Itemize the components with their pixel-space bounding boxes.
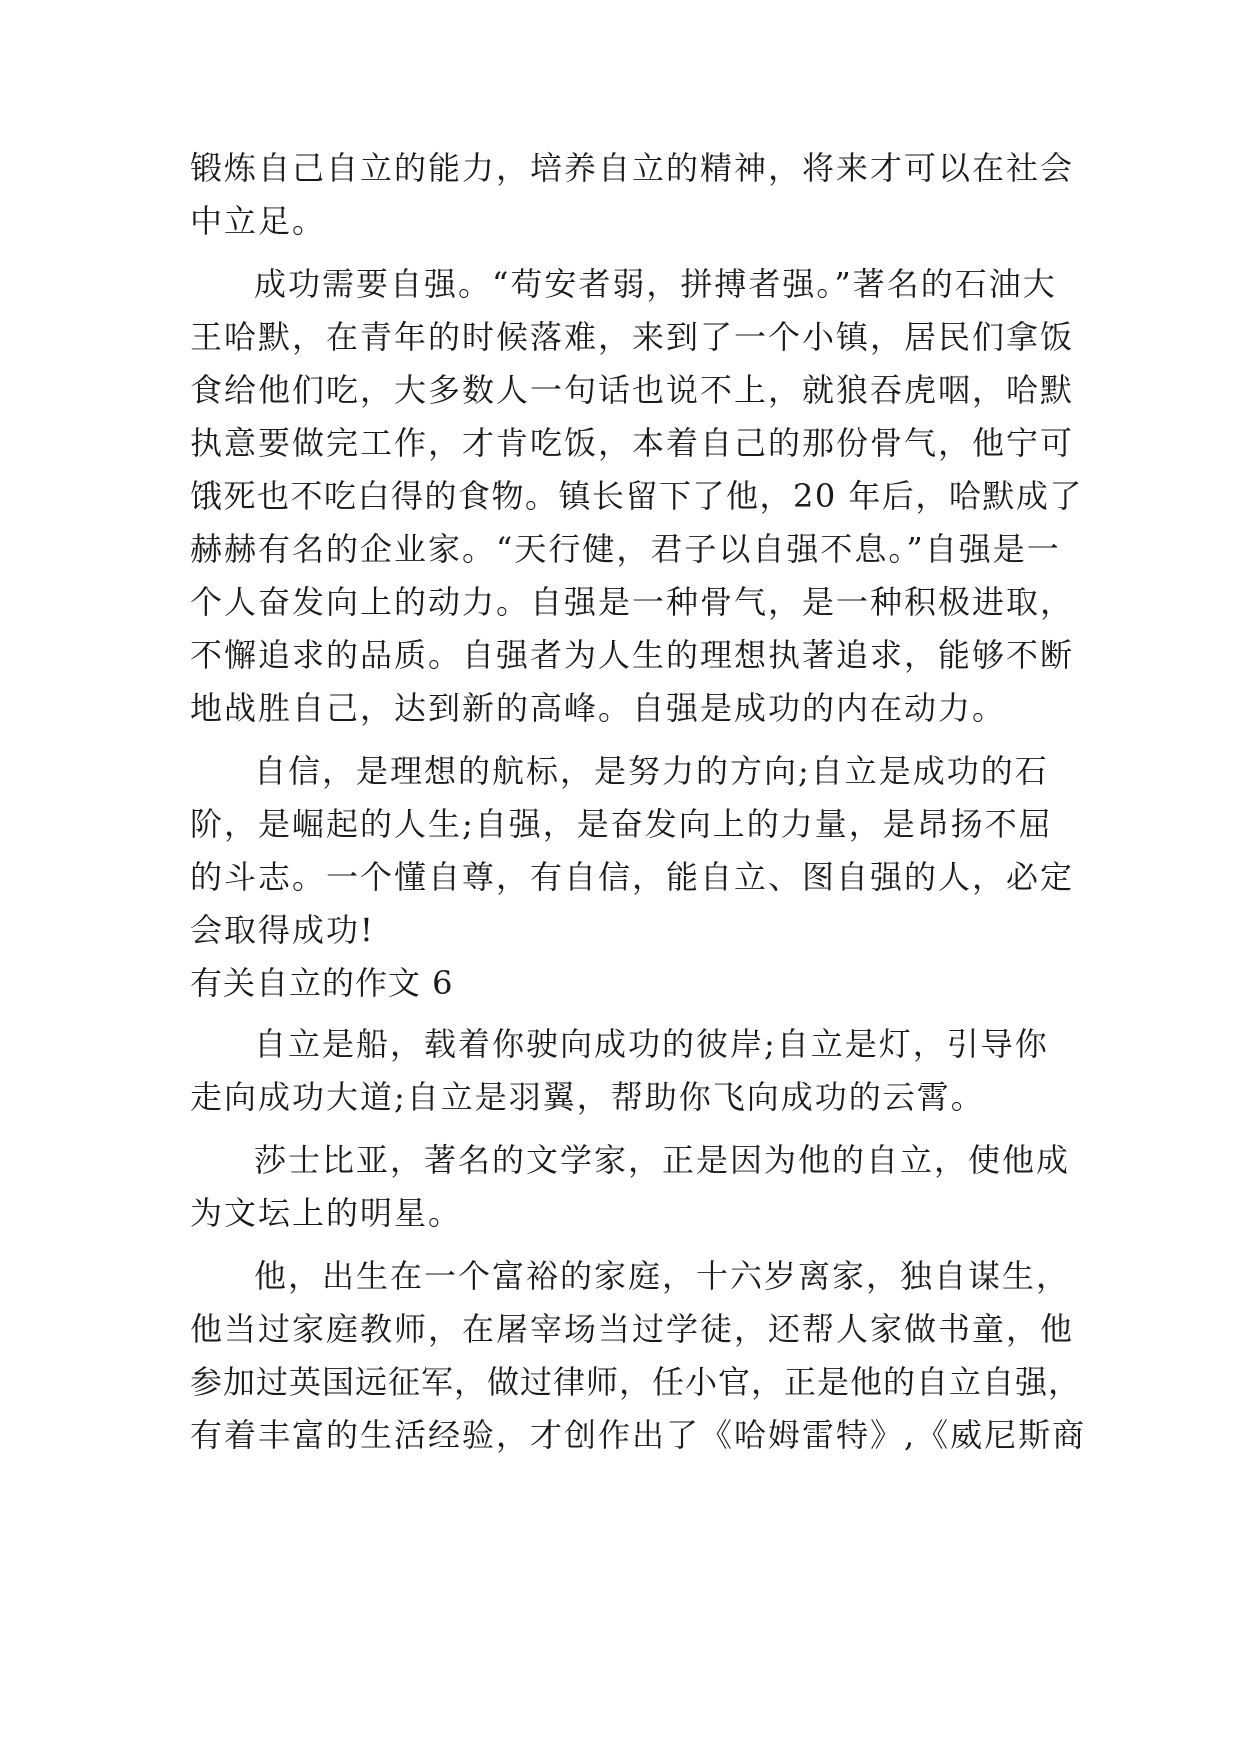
paragraph-line: 走向成功大道;自立是羽翼，帮助你飞向成功的云霄。 bbox=[190, 1078, 985, 1116]
section-heading: 有关自立的作文 6 bbox=[190, 964, 454, 1002]
paragraph-line: 饿死也不吃白得的食物。镇长留下了他，20 年后，哈默成了 bbox=[190, 477, 1083, 515]
paragraph-line: 他当过家庭教师，在屠宰场当过学徒，还帮人家做书童，他 bbox=[190, 1310, 1075, 1348]
paragraph-line: 成功需要自强。“苟安者弱，拼搏者强。”著名的石油大 bbox=[254, 265, 1057, 303]
paragraph-line: 王哈默，在青年的时候落难，来到了一个小镇，居民们拿饭 bbox=[190, 318, 1075, 356]
paragraph-line: 为文坛上的明星。 bbox=[190, 1194, 463, 1232]
paragraph-line: 莎士比亚，著名的文学家，正是因为他的自立，使他成 bbox=[254, 1141, 1071, 1179]
paragraph-line: 个人奋发向上的动力。自强是一种骨气，是一种积极进取， bbox=[190, 583, 1075, 621]
paragraph-line: 自立是船，载着你驶向成功的彼岸;自立是灯，引导你 bbox=[254, 1025, 1049, 1063]
paragraph-line: 锻炼自己自立的能力，培养自立的精神，将来才可以在社会 bbox=[190, 149, 1075, 187]
paragraph-line: 的斗志。一个懂自尊，有自信，能自立、图自强的人，必定 bbox=[190, 858, 1075, 896]
paragraph-line: 会取得成功! bbox=[190, 911, 375, 949]
paragraph-line: 地战胜自己，达到新的高峰。自强是成功的内在动力。 bbox=[190, 689, 1007, 727]
paragraph-line: 他，出生在一个富裕的家庭，十六岁离家，独自谋生， bbox=[254, 1257, 1071, 1295]
paragraph-line: 赫赫有名的企业家。“天行健，君子以自强不息。”自强是一 bbox=[190, 530, 1061, 568]
paragraph-line: 有着丰富的生活经验，才创作出了《哈姆雷特》,《威尼斯商 bbox=[190, 1416, 1087, 1454]
paragraph-line: 中立足。 bbox=[190, 202, 327, 240]
paragraph-line: 阶，是崛起的人生;自强，是奋发向上的力量，是昂扬不屈 bbox=[190, 805, 1053, 843]
paragraph-line: 不懈追求的品质。自强者为人生的理想执著追求，能够不断 bbox=[190, 636, 1075, 674]
paragraph-line: 参加过英国远征军，做过律师，任小官，正是他的自立自强， bbox=[190, 1363, 1082, 1401]
paragraph-line: 执意要做完工作，才肯吃饭，本着自己的那份骨气，他宁可 bbox=[190, 424, 1075, 462]
paragraph-line: 自信，是理想的航标，是努力的方向;自立是成功的石 bbox=[254, 752, 1049, 790]
paragraph-line: 食给他们吃，大多数人一句话也说不上，就狼吞虎咽，哈默 bbox=[190, 371, 1075, 409]
